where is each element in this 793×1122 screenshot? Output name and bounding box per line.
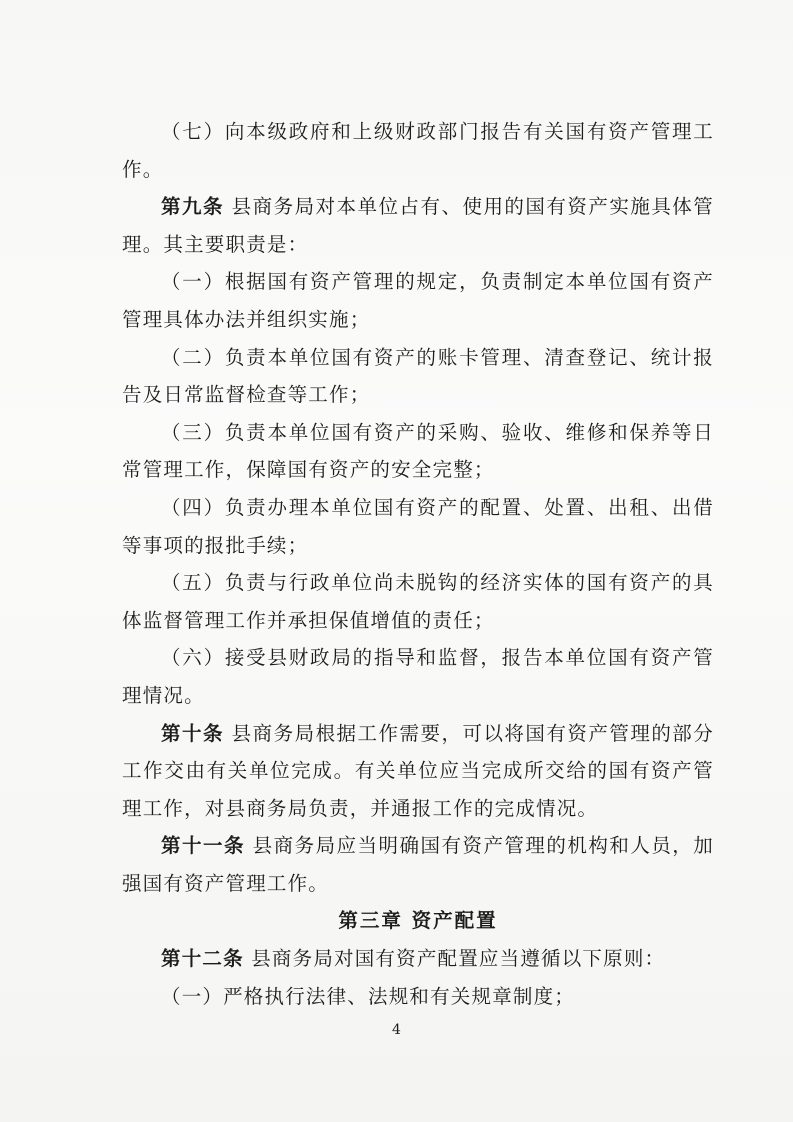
duty-item-4 (122, 489, 714, 564)
paragraph-text: （一）根据国有资产管理的规定，负责制定本单位国有资产管理具体办法并组织实施； (122, 270, 714, 331)
article-11-paragraph (122, 827, 714, 902)
paragraph-item-7 (122, 113, 714, 188)
duty-item-2 (122, 339, 714, 414)
paragraph-text: （五）负责与行政单位尚未脱钩的经济实体的国有资产的具体监督管理工作并承担保值增值的责任； (122, 571, 714, 632)
duty-item-3 (122, 414, 714, 489)
article-label: 第十二条 (161, 947, 244, 971)
article-label: 第十条 (161, 721, 224, 745)
article-label: 第十一条 (161, 834, 245, 858)
paragraph-text: （一）严格执行法律、法规和有关规章制度； (161, 984, 576, 1008)
paragraph-text: 县商务局根据工作需要，可以将国有资产管理的部分工作交由有关单位完成。有关单位应当完成所交给的国有资产管理工作，对县商务局负责，并通报工作的完成情况。 (122, 721, 714, 820)
article-9-paragraph (122, 188, 714, 263)
paragraph-text: 县商务局应当明确国有资产管理的机构和人员，加强国有资产管理工作。 (122, 834, 714, 895)
paragraph-text: （七）向本级政府和上级财政部门报告有关国有资产管理工作。 (122, 120, 714, 181)
article-10-paragraph (122, 715, 714, 828)
chapter-heading: 第三章 资产配置 (338, 909, 498, 933)
paragraph-text: （二）负责本单位国有资产的账卡管理、清查登记、统计报告及日常监督检查等工作； (122, 345, 714, 407)
paragraph-text: （四）负责办理本单位国有资产的配置、处置、出租、出借等事项的报批手续； (122, 495, 714, 557)
article-label: 第九条 (161, 195, 224, 219)
paragraph-text: （三）负责本单位国有资产的采购、验收、维修和保养等日常管理工作，保障国有资产的安全完整； (122, 420, 714, 482)
principle-item-1 (122, 978, 714, 1016)
duty-item-6 (122, 639, 714, 714)
document-body (122, 113, 714, 1015)
paragraph-text: （六）接受县财政局的指导和监督，报告本单位国有资产管理情况。 (122, 646, 714, 707)
page-number: 4 (392, 1022, 401, 1038)
article-12-paragraph (122, 940, 714, 978)
duty-item-1 (122, 263, 714, 338)
paragraph-text: 县商务局对本单位占有、使用的国有资产实施具体管理。其主要职责是： (122, 195, 714, 256)
duty-item-5 (122, 564, 714, 639)
paragraph-text: 县商务局对国有资产配置应当遵循以下原则： (251, 947, 666, 971)
